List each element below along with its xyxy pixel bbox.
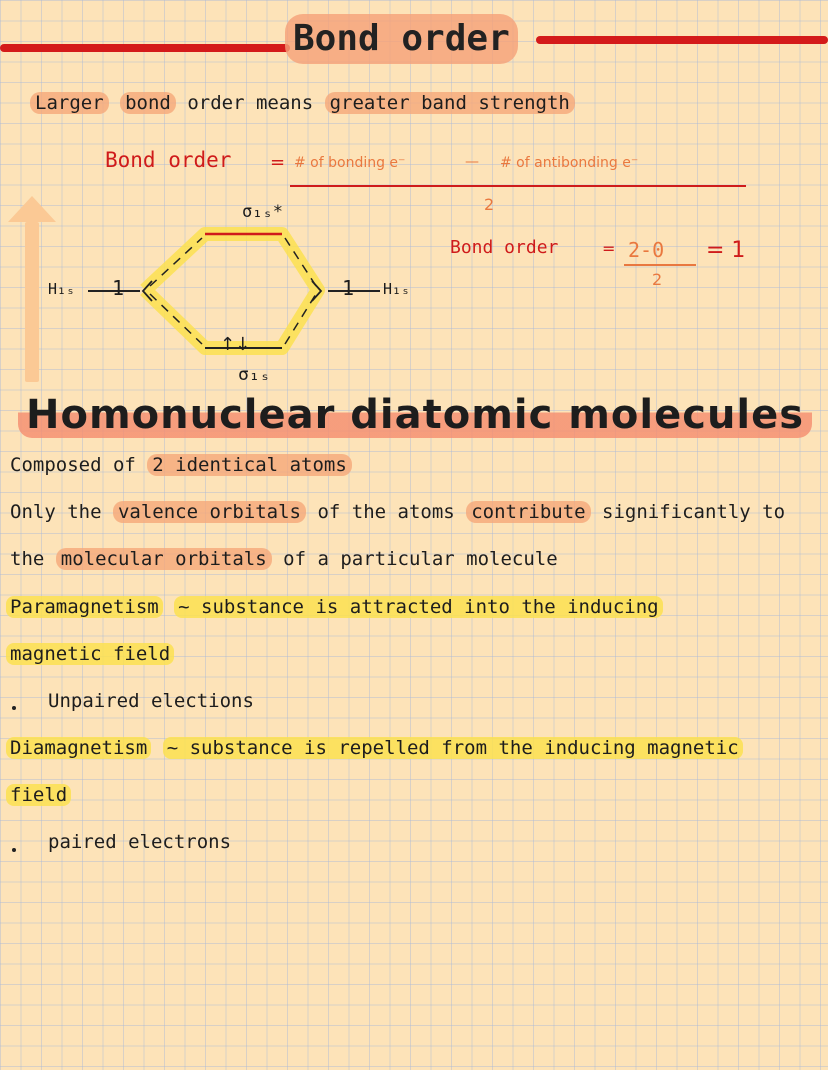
line2-a: Only the	[10, 501, 102, 523]
line3-molecular-orbitals: molecular orbitals	[56, 548, 272, 570]
right-electron: 1	[342, 276, 355, 300]
left-atom-label: H₁ₛ	[48, 280, 76, 298]
energy-arrow-shaft	[25, 222, 39, 382]
intro-highlight: greater band strength	[325, 92, 575, 114]
energy-arrow-head	[8, 196, 56, 222]
example-equals: =	[602, 239, 616, 258]
left-electron: 1	[112, 276, 125, 300]
example-label: Bond order	[450, 237, 559, 258]
paramagnetism-definition: ~ substance is attracted into the inducing	[174, 596, 662, 618]
formula-numerator-b: # of antibonding e⁻	[500, 155, 639, 171]
section-line-3	[10, 548, 558, 570]
section-heading: Homonuclear diatomic molecules	[18, 392, 812, 438]
line1-highlight: 2 identical atoms	[147, 454, 351, 476]
paramagnetism-line-2	[6, 643, 174, 665]
section-line-2	[10, 501, 785, 523]
line3-a: the	[10, 548, 45, 570]
line2-contribute: contribute	[466, 501, 590, 523]
paramagnetism-line	[6, 596, 663, 618]
mo-connector-glow	[145, 234, 318, 348]
line2-c: significantly to	[602, 501, 786, 523]
antibonding-label: σ₁ₛ*	[242, 202, 283, 222]
example-result: = 1	[706, 238, 746, 263]
paramagnetism-definition-cont: magnetic field	[6, 643, 174, 665]
section-line-1	[10, 454, 352, 476]
line2-valence-orbitals: valence orbitals	[113, 501, 306, 523]
diamagnetism-line-2	[6, 784, 71, 806]
intro-larger: Larger	[30, 92, 109, 114]
formula-label: Bond order	[105, 148, 232, 172]
example-denominator: 2	[652, 270, 663, 289]
formula-minus: —	[465, 154, 479, 170]
line1-prefix: Composed of	[10, 454, 136, 476]
diamagnetism-definition-cont: field	[6, 784, 71, 806]
line2-b: of the atoms	[317, 501, 455, 523]
unpaired-bullet-text: Unpaired elections	[48, 690, 254, 712]
diamagnetism-line	[6, 737, 743, 759]
paired-bullet-text: paired electrons	[48, 831, 232, 853]
intro-order-means: order means	[187, 92, 314, 114]
line3-b: of a particular molecule	[283, 548, 558, 570]
diamagnetism-definition: ~ substance is repelled from the inducing magnetic	[163, 737, 743, 759]
example-numerator: 2-0	[628, 238, 665, 262]
bonding-label: σ₁ₛ	[238, 364, 271, 385]
formula-denominator: 2	[484, 195, 495, 214]
bullet-paired	[12, 848, 16, 852]
paramagnetism-term: Paramagnetism	[6, 596, 163, 618]
mo-diagram	[0, 0, 828, 400]
formula-equals: =	[270, 152, 286, 173]
diamagnetism-term: Diamagnetism	[6, 737, 151, 759]
right-atom-label: H₁ₛ	[383, 280, 411, 298]
page-title: Bond order	[285, 14, 518, 64]
bullet-unpaired	[12, 706, 16, 710]
intro-bond: bond	[120, 92, 176, 114]
bonding-electrons: ↑↓	[220, 334, 251, 355]
formula-numerator-a: # of bonding e⁻	[294, 155, 406, 171]
